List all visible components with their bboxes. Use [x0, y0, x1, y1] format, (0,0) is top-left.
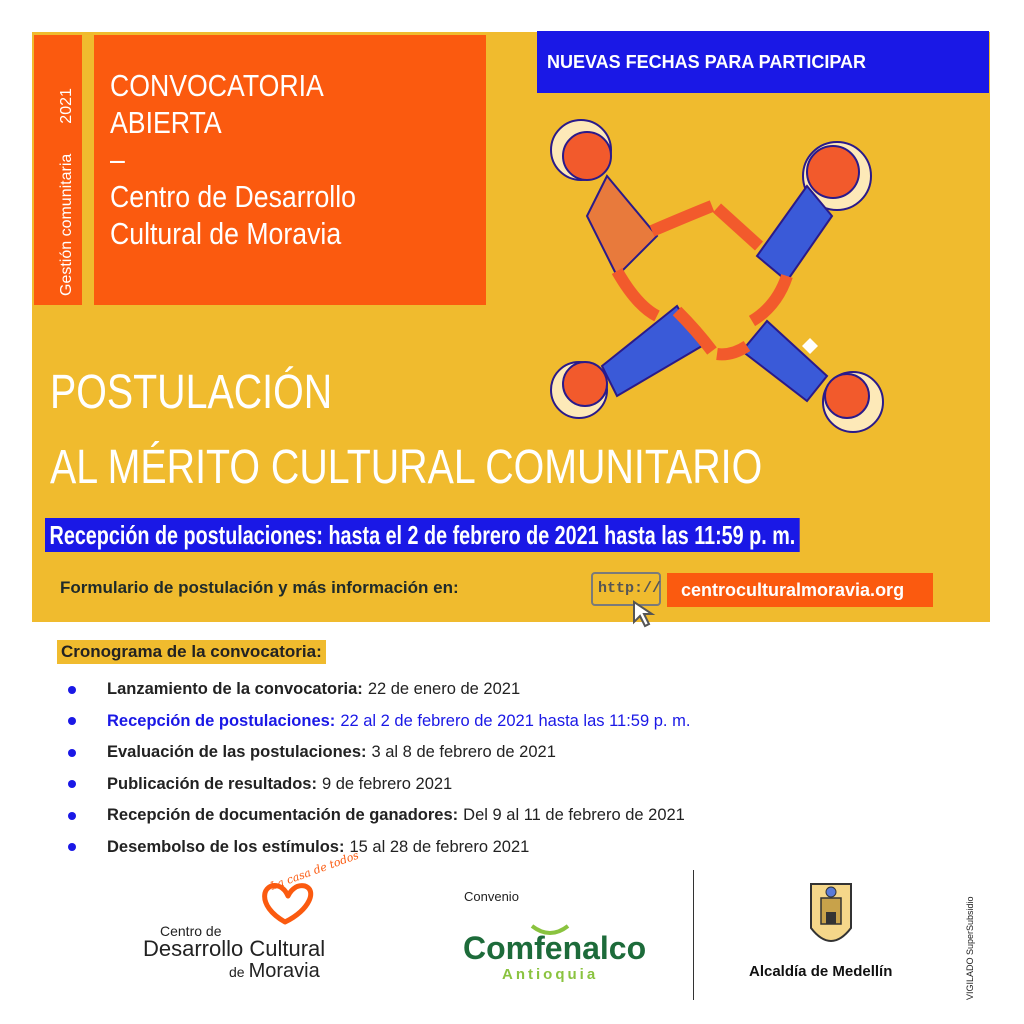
list-item	[66, 769, 690, 801]
cdcm-line1: Centro de	[160, 923, 222, 939]
box-line: –	[110, 142, 125, 177]
http-icon: http://	[591, 572, 661, 606]
alcaldia-label: Alcaldía de Medellín	[749, 963, 893, 980]
list-item	[66, 800, 690, 832]
comfenalco-logo: Comfenalco	[463, 930, 647, 966]
cdcm-line3	[229, 960, 320, 983]
dancer-figure	[551, 120, 712, 316]
schedule-item-label: Recepción de documentación de ganadores:	[107, 806, 459, 825]
cdcm-line2: Desarrollo Cultural	[143, 936, 326, 961]
side-strip-text	[58, 88, 76, 296]
title-line-2: AL MÉRITO CULTURAL COMUNITARIO	[50, 441, 763, 494]
bullet-icon	[68, 686, 76, 694]
schedule-item-value: 22 al 2 de febrero de 2021 hasta las 11:59 p. m.	[340, 711, 691, 730]
dancer-figure	[551, 306, 712, 418]
box-line: ABIERTA	[110, 105, 222, 140]
list-item	[66, 737, 690, 769]
convocatoria-box	[94, 35, 486, 305]
title-line-1: POSTULACIÓN	[50, 366, 333, 419]
convenio-label: Convenio	[464, 889, 519, 904]
medellin-coat-of-arms-icon	[808, 878, 854, 954]
form-info-label: Formulario de postulación y más información en:	[60, 578, 459, 597]
schedule-item-value: 9 de febrero 2021	[321, 774, 453, 793]
schedule-item-label: Lanzamiento de la convocatoria:	[107, 680, 363, 699]
list-item	[66, 832, 690, 864]
list-item	[66, 706, 690, 738]
bullet-icon	[68, 812, 76, 820]
side-strip-label: Gestión comunitaria	[58, 153, 75, 296]
bullet-icon	[68, 780, 76, 788]
box-line: CONVOCATORIA	[110, 68, 324, 103]
logo-divider	[693, 870, 694, 1000]
website-link[interactable]: centroculturalmoravia.org	[667, 573, 933, 607]
schedule-item-value: 15 al 28 de febrero 2021	[349, 837, 530, 856]
bullet-icon	[68, 843, 76, 851]
schedule-item-value: 22 de enero de 2021	[367, 680, 521, 699]
bullet-icon	[68, 749, 76, 757]
box-line: Cultural de Moravia	[110, 216, 342, 251]
cdcm-line3-prefix: de	[229, 964, 245, 980]
list-item	[66, 674, 690, 706]
side-strip-year: 2021	[58, 88, 75, 124]
schedule-item-label: Publicación de resultados:	[107, 774, 317, 793]
cdcm-line3-name: Moravia	[248, 960, 320, 982]
vigilado-label: VIGILADO SuperSubsidio	[965, 896, 975, 1000]
comfenalco-region: Antioquia	[502, 966, 599, 983]
schedule-item-value: Del 9 al 11 de febrero de 2021	[463, 806, 685, 825]
reception-deadline: Recepción de postulaciones: hasta el 2 de febrero de 2021 hasta las 11:59 p. m.	[45, 518, 800, 552]
cdcm-tagline: La casa de todos	[268, 848, 361, 893]
schedule-item-label: Recepción de postulaciones:	[107, 711, 336, 730]
dancer-figure	[717, 142, 871, 321]
schedule-list	[66, 674, 690, 863]
schedule-item-label: Desembolso de los estímulos:	[107, 837, 345, 856]
schedule-item-value: 3 al 8 de febrero de 2021	[371, 743, 556, 762]
schedule-title: Cronograma de la convocatoria:	[57, 640, 326, 664]
dancer-figure	[717, 321, 883, 432]
cdcm-heart-logo	[145, 848, 361, 930]
box-line: Centro de Desarrollo	[110, 179, 356, 214]
cursor-icon	[632, 600, 658, 628]
schedule-item-label: Evaluación de las postulaciones:	[107, 743, 367, 762]
new-dates-banner: NUEVAS FECHAS PARA PARTICIPAR	[537, 31, 989, 93]
bullet-icon	[68, 717, 76, 725]
dancers-illustration	[537, 106, 897, 436]
